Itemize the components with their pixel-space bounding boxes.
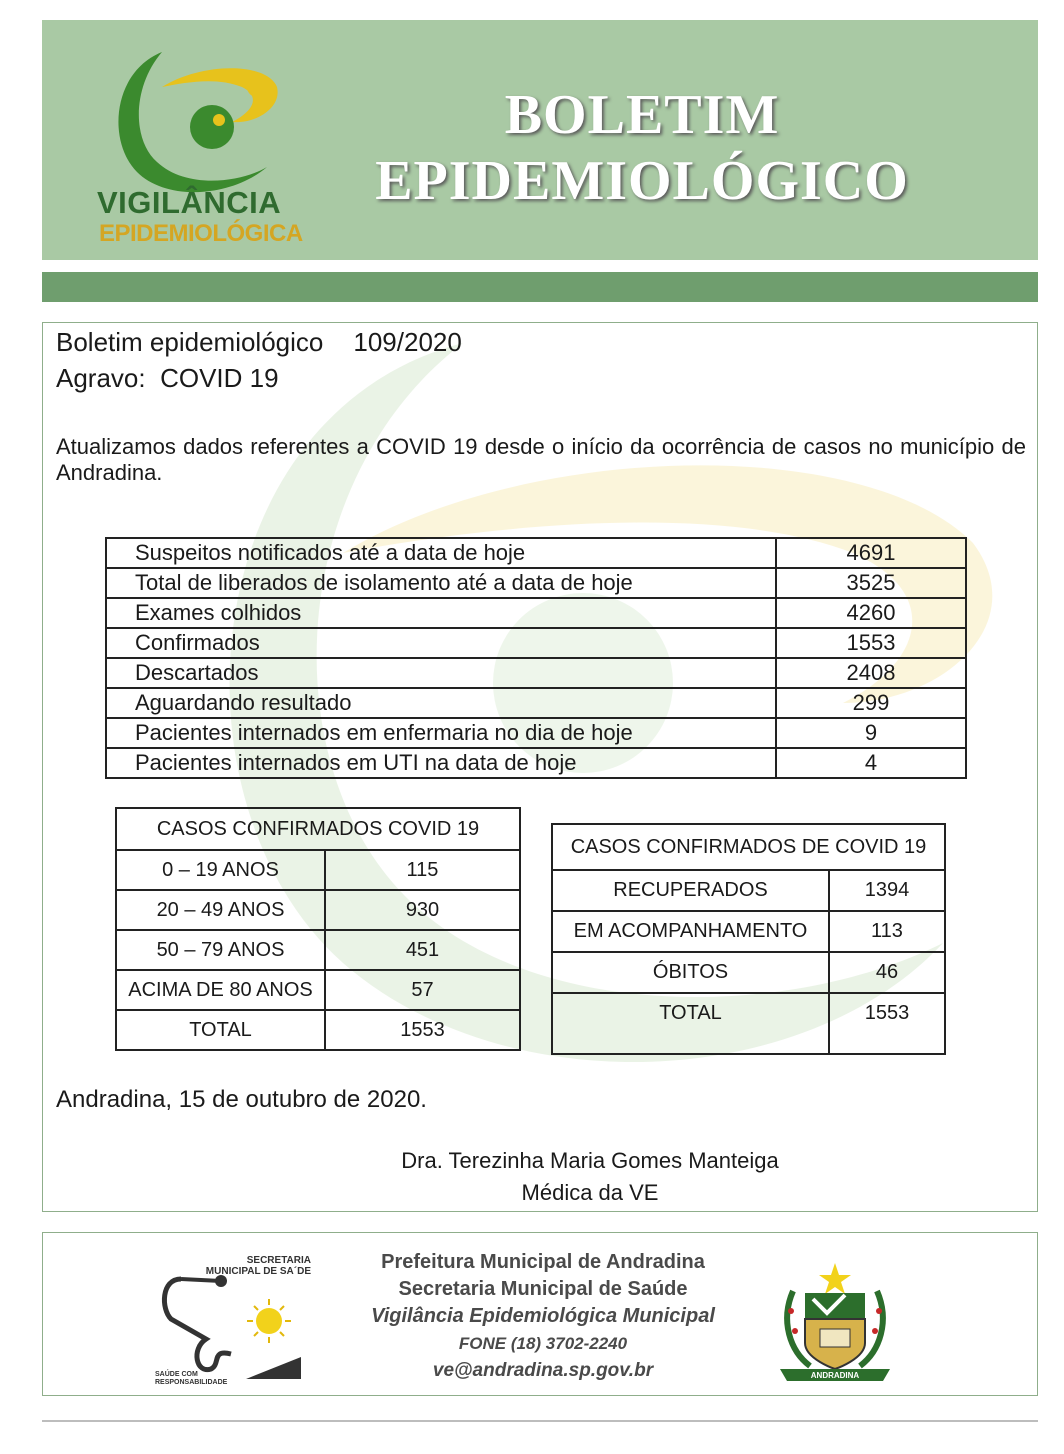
table-row	[116, 970, 520, 1010]
row-value: 1553	[776, 628, 966, 658]
footer-line-prefeitura: Prefeitura Municipal de Andradina	[381, 1251, 705, 1273]
age-label: 50 – 79 ANOS	[116, 930, 325, 970]
andradina-crest-icon	[765, 1251, 905, 1391]
row-label: Exames colhidos	[106, 598, 776, 628]
table-row	[116, 1010, 520, 1050]
status-label: RECUPERADOS	[552, 870, 829, 911]
intro-paragraph: Atualizamos dados referentes a COVID 19 desde o início da ocorrência de casos no município de Andradina.	[56, 434, 1026, 485]
row-value: 299	[776, 688, 966, 718]
footer-phone: FONE (18) 3702-2240	[458, 1334, 628, 1353]
age-value: 1553	[325, 1010, 520, 1050]
crest-ribbon-text: ANDRADINA	[810, 1371, 860, 1380]
row-label: Pacientes internados em enfermaria no dia de hoje	[106, 718, 776, 748]
agravo-label: Agravo:	[56, 363, 146, 393]
row-label: Total de liberados de isolamento até a data de hoje	[106, 568, 776, 598]
status-table-header: CASOS CONFIRMADOS DE COVID 19	[552, 824, 945, 870]
row-value: 3525	[776, 568, 966, 598]
row-label: Pacientes internados em UTI na data de hoje	[106, 748, 776, 778]
age-label: TOTAL	[116, 1010, 325, 1050]
footer-email: ve@andradina.sp.gov.br	[432, 1360, 654, 1381]
bulletin-content	[42, 322, 1038, 1212]
bulletin-number-line	[56, 327, 462, 358]
table-row	[106, 688, 966, 718]
row-value: 4260	[776, 598, 966, 628]
left-logo-caption-top: SECRETARIA MUNICIPAL DE SA´DE	[205, 1255, 311, 1277]
age-value: 57	[325, 970, 520, 1010]
status-value: 1553	[829, 993, 945, 1054]
table-row	[116, 850, 520, 890]
table-header-row	[116, 808, 520, 850]
table-row	[552, 993, 945, 1054]
table-header-row	[552, 824, 945, 870]
age-value: 930	[325, 890, 520, 930]
table-row	[552, 870, 945, 911]
row-label: Confirmados	[106, 628, 776, 658]
left-logo-caption-bottom: SAÚDE COM RESPONSABILIDADE	[155, 1371, 228, 1386]
divider-bar	[42, 272, 1038, 302]
row-value: 4691	[776, 538, 966, 568]
row-value: 2408	[776, 658, 966, 688]
table-row	[116, 930, 520, 970]
bulletin-number: 109/2020	[353, 327, 462, 357]
table-row	[106, 658, 966, 688]
page-title	[342, 82, 942, 214]
row-value: 9	[776, 718, 966, 748]
footer	[42, 1232, 1038, 1396]
table-row	[106, 598, 966, 628]
table-row	[106, 538, 966, 568]
table-row	[552, 952, 945, 993]
age-group-table	[115, 807, 521, 1051]
table-row	[552, 911, 945, 952]
row-value: 4	[776, 748, 966, 778]
summary-table	[105, 537, 967, 779]
signer-role: Médica da VE	[521, 1180, 659, 1205]
logo-text-vigilancia: VIGILÂNCIA	[97, 185, 282, 220]
status-label: ÓBITOS	[552, 952, 829, 993]
age-label: ACIMA DE 80 ANOS	[116, 970, 325, 1010]
status-value: 1394	[829, 870, 945, 911]
table-row	[106, 628, 966, 658]
status-label: EM ACOMPANHAMENTO	[552, 911, 829, 952]
footer-line-vigilancia: Vigilância Epidemiológica Municipal	[371, 1305, 715, 1327]
age-label: 0 – 19 ANOS	[116, 850, 325, 890]
row-label: Descartados	[106, 658, 776, 688]
title-line-2: EPIDEMIOLÓGICO	[375, 150, 909, 212]
document-date: Andradina, 15 de outubro de 2020.	[56, 1086, 427, 1113]
table-row	[106, 568, 966, 598]
row-label: Aguardando resultado	[106, 688, 776, 718]
bulletin-header	[42, 20, 1038, 260]
age-label: 20 – 49 ANOS	[116, 890, 325, 930]
age-value: 451	[325, 930, 520, 970]
footer-contact-block	[343, 1249, 743, 1384]
health-secretariat-logo	[151, 1249, 311, 1389]
footer-line-secretaria: Secretaria Municipal de Saúde	[398, 1278, 688, 1300]
status-label: TOTAL	[552, 993, 829, 1054]
page-bottom-edge	[42, 1420, 1038, 1422]
logo-text-epidemiologica: EPIDEMIOLÓGICA	[99, 220, 303, 247]
agravo-value: COVID 19	[160, 363, 279, 393]
signer-name: Dra. Terezinha Maria Gomes Manteiga	[401, 1148, 779, 1173]
title-line-1: BOLETIM	[504, 84, 780, 146]
age-value: 115	[325, 850, 520, 890]
agravo-line	[56, 363, 279, 394]
age-table-header: CASOS CONFIRMADOS COVID 19	[116, 808, 520, 850]
table-row	[106, 718, 966, 748]
status-value: 46	[829, 952, 945, 993]
bulletin-label: Boletim epidemiológico	[56, 327, 324, 357]
table-row	[116, 890, 520, 930]
status-value: 113	[829, 911, 945, 952]
table-row	[106, 748, 966, 778]
row-label: Suspeitos notificados até a data de hoje	[106, 538, 776, 568]
case-status-table	[551, 823, 946, 1055]
